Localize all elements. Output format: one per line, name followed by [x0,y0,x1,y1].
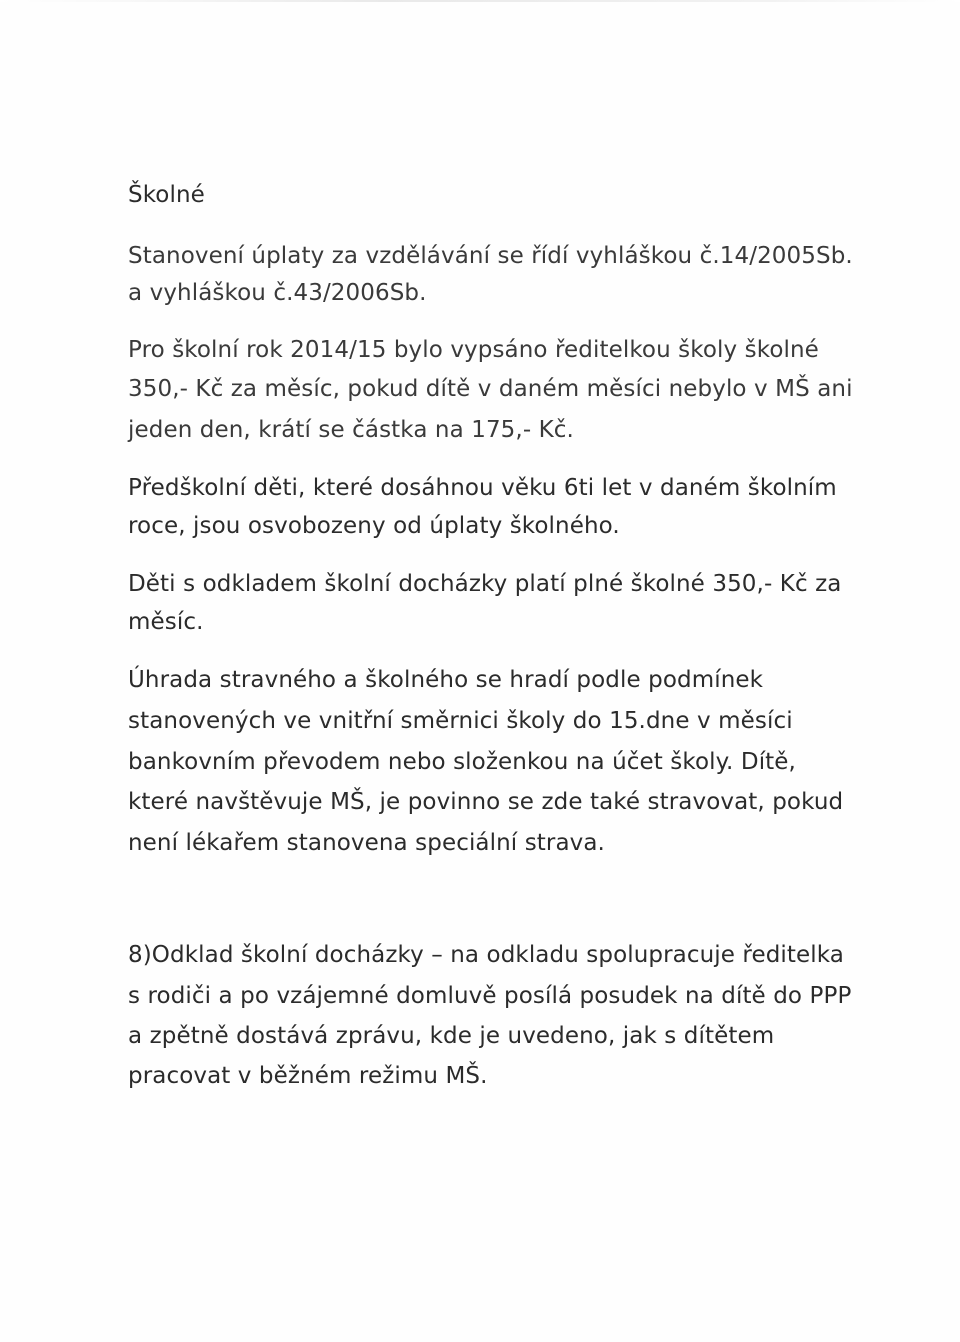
paragraph-6-line-1: 8)Odklad školní docházky – na odkladu spolupracuje ředitelka [128,942,844,968]
paragraph-2-line-3: jeden den, krátí se částka na 175,- Kč. [128,417,574,443]
paragraph-6-line-4: pracovat v běžném režimu MŠ. [128,1063,488,1089]
paragraph-5-line-3: bankovním převodem nebo složenkou na účet školy. Dítě, [128,749,796,775]
paragraph-6-line-2: s rodiči a po vzájemné domluvě posílá posudek na dítě do PPP [128,983,852,1009]
paragraph-6-line-3: a zpětně dostává zprávu, kde je uvedeno, jak s dítětem [128,1023,775,1049]
paragraph-5-line-2: stanovených ve vnitřní směrnici školy do 15.dne v měsíci [128,708,793,734]
paragraph-3-line-1: Předškolní děti, které dosáhnou věku 6ti let v daném školním [128,475,837,501]
paragraph-5-line-5: není lékařem stanovena speciální strava. [128,830,605,856]
document-title: Školné [128,182,205,208]
paragraph-5-line-1: Úhrada stravného a školného se hradí podle podmínek [128,667,764,693]
paragraph-2-line-2: 350,- Kč za měsíc, pokud dítě v daném měsíci nebylo v MŠ ani [128,376,853,402]
paragraph-1-line-2: a vyhláškou č.43/2006Sb. [128,280,427,306]
paragraph-4-line-2: měsíc. [128,609,204,635]
paragraph-4-line-1: Děti s odkladem školní docházky platí plné školné 350,- Kč za [128,571,842,597]
paragraph-3-line-2: roce, jsou osvobozeny od úplaty školného. [128,513,620,539]
paragraph-5-line-4: které navštěvuje MŠ, je povinno se zde také stravovat, pokud [128,789,844,815]
paragraph-1-line-1: Stanovení úplaty za vzdělávání se řídí vyhláškou č.14/2005Sb. [128,243,853,269]
paragraph-2-line-1: Pro školní rok 2014/15 bylo vypsáno ředitelkou školy školné [128,337,819,363]
